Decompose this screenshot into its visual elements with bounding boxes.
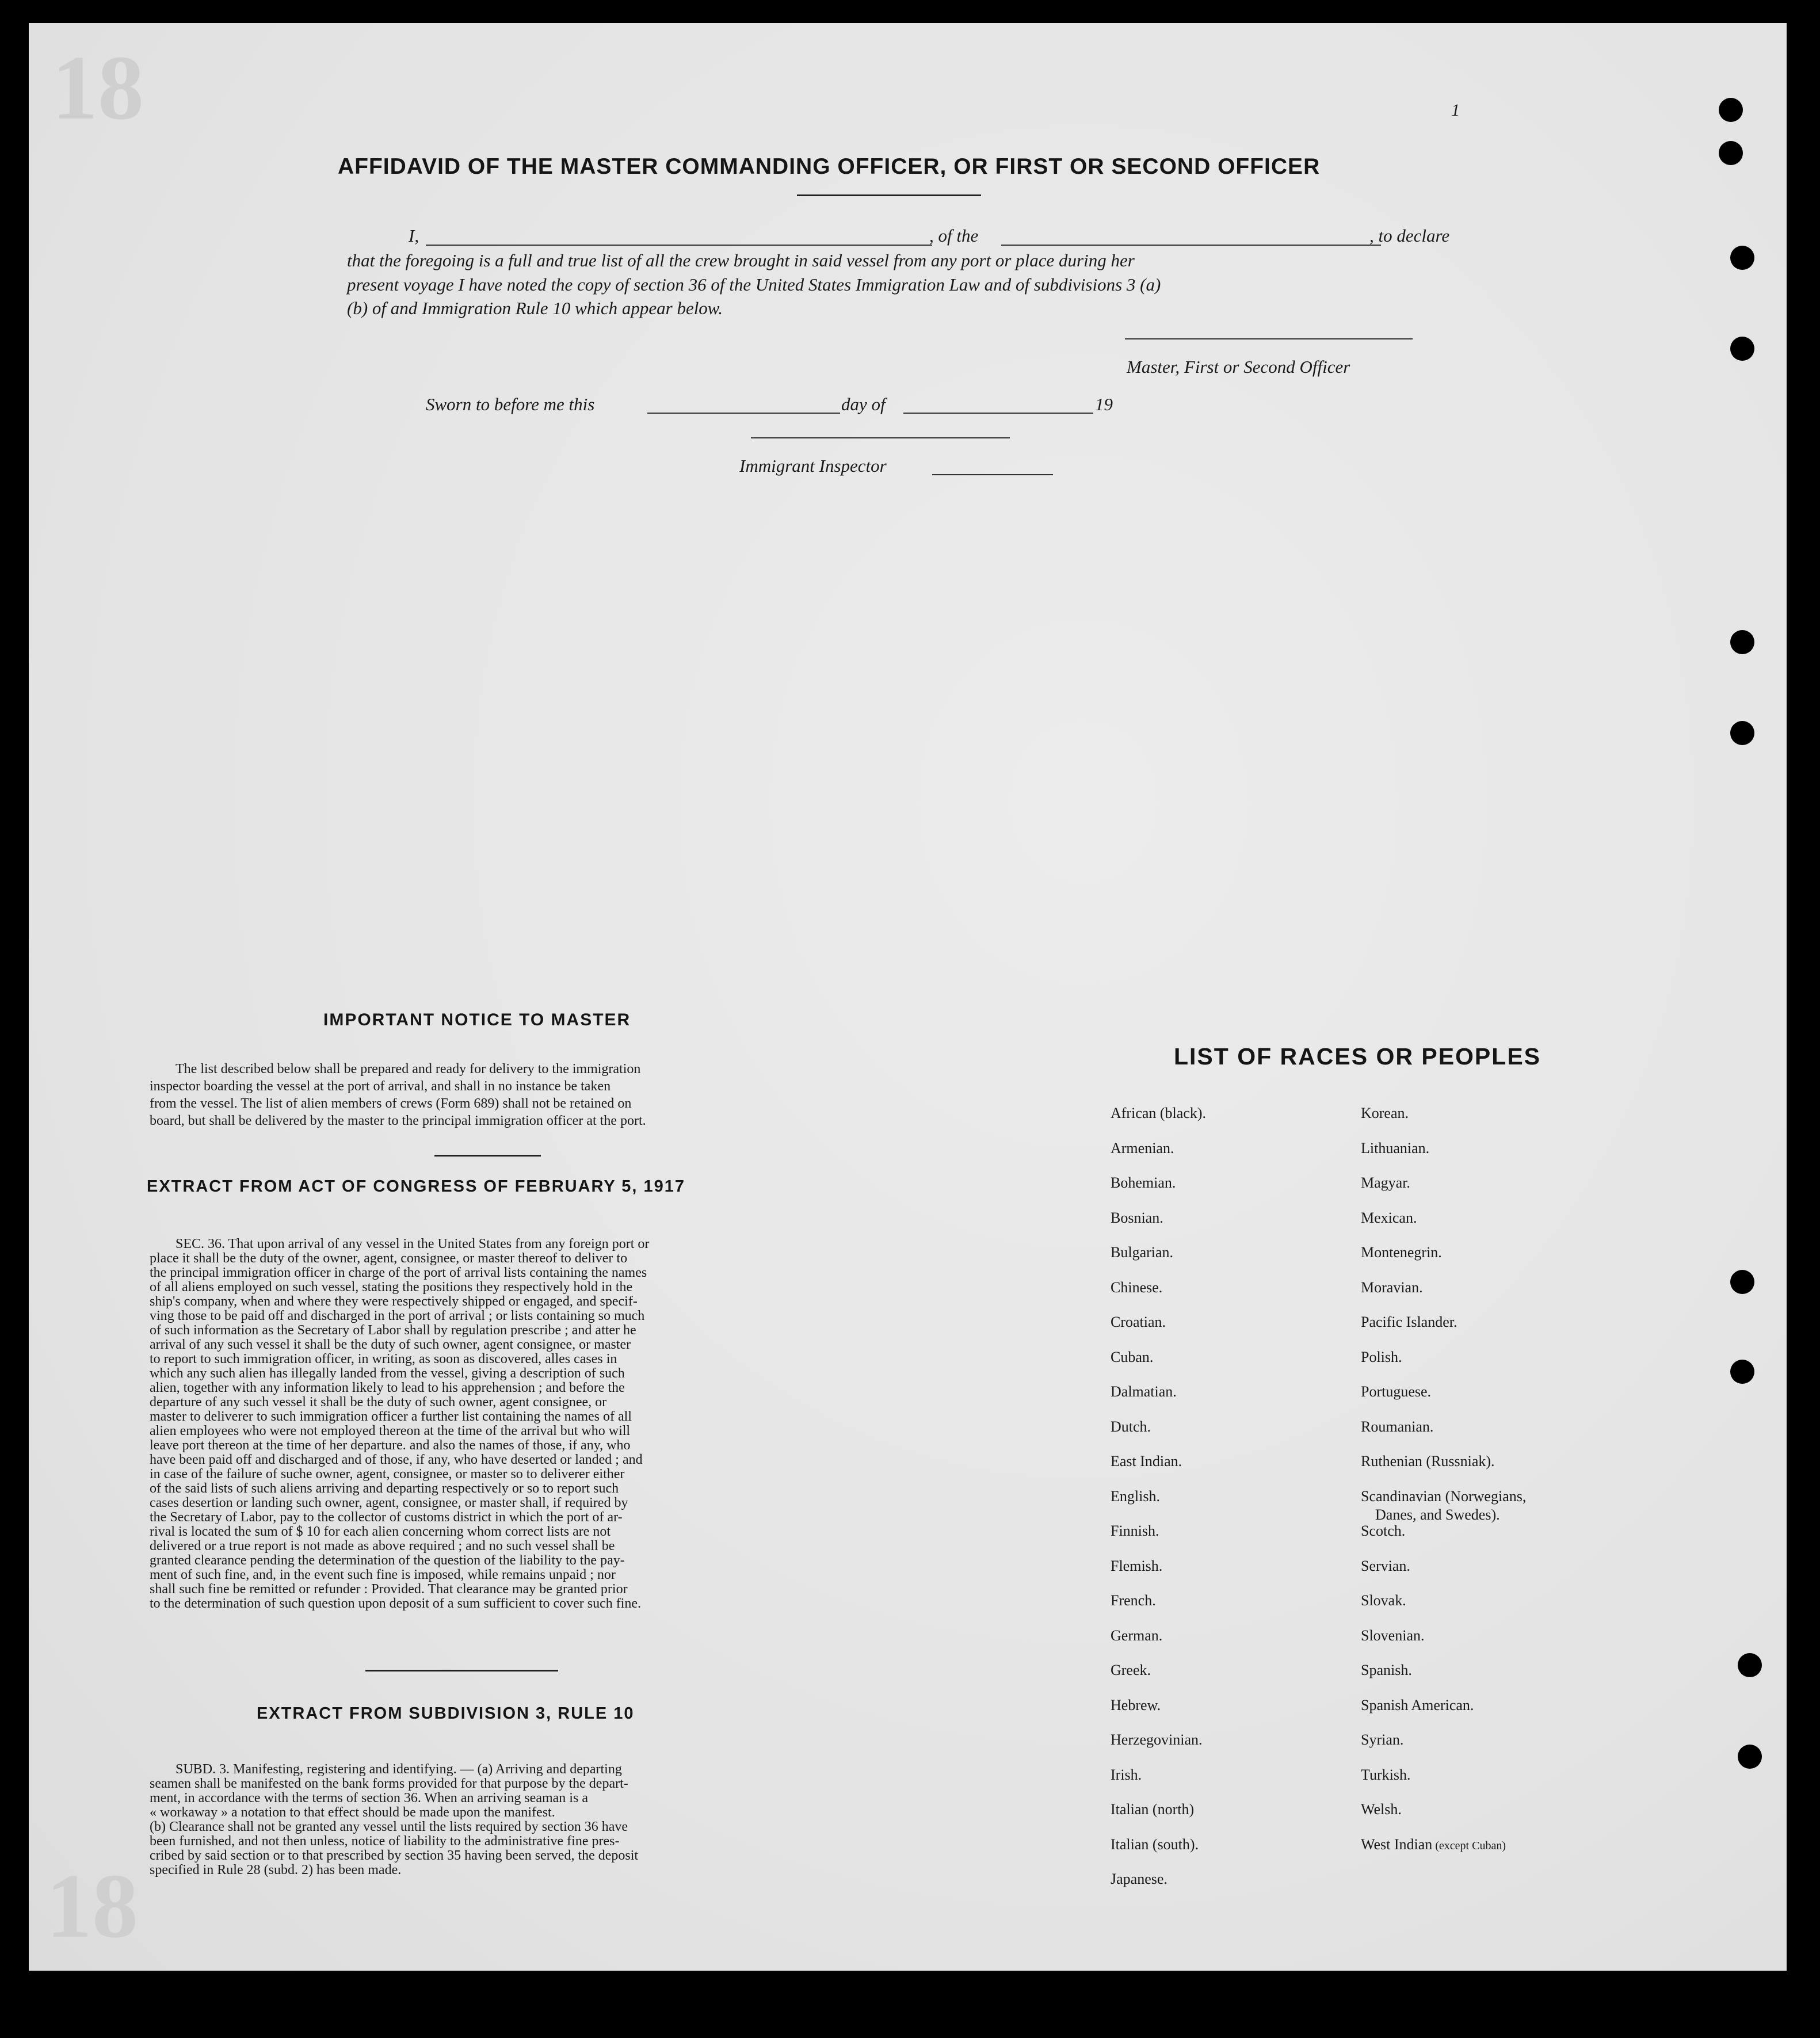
rule-line: cribed by said section or to that prescribed by section 35 having been served, the deposit: [150, 1848, 639, 1863]
act-line: have been paid off and discharged and of those, if any, who have deserted or landed ; and: [150, 1452, 643, 1467]
race-item: Bosnian.: [1111, 1209, 1163, 1226]
rule-line: (b) Clearance shall not be granted any vessel until the lists required by section 36 have: [150, 1819, 628, 1834]
act-line: master to deliverer to such immigration officer a further list containing the names of all: [150, 1409, 632, 1424]
race-item: Dutch.: [1111, 1418, 1151, 1435]
vessel-blank: [1001, 245, 1381, 246]
bleed-through-mark: 18: [46, 1854, 138, 1957]
notice-text: [150, 1062, 826, 1131]
inspector-caption: Immigrant Inspector: [739, 456, 887, 476]
race-item: Dalmatian.: [1111, 1383, 1177, 1400]
act-line: shall such fine be remitted or refunder : Provided. That clearance may be granted prior: [150, 1582, 628, 1597]
race-label: Welsh.: [1361, 1801, 1402, 1818]
race-item: [1361, 1418, 1433, 1436]
inspector-blank: [932, 474, 1053, 475]
race-item: East Indian.: [1111, 1453, 1182, 1470]
act-line: of such information as the Secretary of Labor shall by regulation prescribe ; and atter he: [150, 1323, 636, 1338]
race-item: [1361, 1209, 1417, 1227]
act-line: ship's company, when and where they were respectively shipped or engaged, and specif-: [150, 1294, 638, 1309]
sworn-text: Sworn to before me this: [426, 394, 595, 414]
race-label: Ruthenian (Russniak).: [1361, 1453, 1495, 1470]
act-line: alien, together with any information likely to lead to his apprehension ; and before the: [150, 1380, 625, 1395]
signature-caption: Master, First or Second Officer: [1127, 357, 1350, 377]
sworn-day-blank: [647, 413, 840, 414]
act-line: granted clearance pending the determination of the question of the liability to the pay-: [150, 1553, 625, 1568]
act-line: the principal immigration officer in charge of the port of arrival lists containing the names: [150, 1265, 647, 1280]
affidavit-line-3: present voyage I have noted the copy of section 36 of the United States Immigration Law and of subdivisions 3 (a): [347, 274, 1161, 295]
race-label: West Indian: [1361, 1836, 1433, 1853]
race-label: Turkish.: [1361, 1766, 1411, 1783]
act-line: in case of the failure of suche owner, agent, consignee, or master so to deliverer either: [150, 1467, 625, 1482]
affidavit-line-1c: , to declare: [1369, 226, 1450, 246]
page-mark: 1: [1451, 101, 1460, 120]
race-label: Scotch.: [1361, 1522, 1406, 1539]
race-item: [1361, 1766, 1410, 1784]
race-item: [1375, 1506, 1500, 1524]
race-label: Korean.: [1361, 1105, 1409, 1121]
race-label: Spanish American.: [1361, 1697, 1474, 1713]
race-item: [1361, 1627, 1425, 1644]
race-label: Portuguese.: [1361, 1383, 1432, 1400]
act-line: leave port thereon at the time of her departure. and also the names of those, if any, who: [150, 1438, 631, 1453]
affidavit-line-4: (b) of and Immigration Rule 10 which appear below.: [347, 298, 723, 318]
race-label: Servian.: [1361, 1558, 1410, 1574]
notice-line: board, but shall be delivered by the master to the principal immigration officer at the port.: [150, 1113, 646, 1128]
race-item: [1361, 1140, 1429, 1157]
notice-line: from the vessel. The list of alien members of crews (Form 689) shall not be retained on: [150, 1096, 632, 1111]
binder-hole: [1719, 141, 1743, 165]
signature-line: [1125, 338, 1413, 339]
race-item: [1361, 1592, 1406, 1609]
race-label: Scandinavian (Norwegians,: [1361, 1488, 1527, 1505]
race-item: [1361, 1522, 1405, 1540]
affidavit-line-1b: , of the: [929, 226, 979, 246]
rule-line: SUBD. 3. Manifesting, registering and identifying. — (a) Arriving and departing: [175, 1762, 622, 1777]
act-line: delivered or a true report is not made as above required ; and no such vessel shall be: [150, 1539, 615, 1554]
title-underline: [797, 194, 981, 196]
binder-hole: [1730, 721, 1754, 745]
race-label: Pacific Islander.: [1361, 1314, 1457, 1330]
act-line: arrival of any such vessel it shall be the duty of such owner, agent consignee, or master: [150, 1337, 631, 1352]
binder-hole: [1730, 630, 1754, 654]
binder-hole: [1738, 1653, 1762, 1677]
binder-hole: [1738, 1745, 1762, 1769]
act-line: place it shall be the duty of the owner, agent, consignee, or master thereof to deliver to: [150, 1251, 628, 1266]
rule-line: « workaway » a notation to that effect should be made upon the manifest.: [150, 1805, 555, 1820]
bleed-through-mark: 18: [52, 36, 144, 139]
race-item: Cuban.: [1111, 1349, 1154, 1365]
race-item: Italian (south).: [1111, 1836, 1199, 1853]
race-item: [1361, 1244, 1442, 1261]
notice-lines: [150, 1062, 826, 1131]
affidavit-title: AFFIDAVID OF THE MASTER COMMANDING OFFICER, OR FIRST OR SECOND OFFICER: [338, 154, 1321, 179]
affidavit-line-2: that the foregoing is a full and true list of all the crew brought in said vessel from any port or place during her: [347, 250, 1135, 270]
race-item: German.: [1111, 1627, 1163, 1644]
act-line: ving those to be paid off and discharged in the port of arrival ; or lists containing so much: [150, 1308, 645, 1323]
race-label: Danes, and Swedes).: [1375, 1506, 1500, 1523]
race-item: Greek.: [1111, 1662, 1151, 1678]
race-label: Roumanian.: [1361, 1418, 1434, 1435]
race-item: [1361, 1105, 1409, 1122]
race-item: Hebrew.: [1111, 1697, 1161, 1713]
act-line: cases desertion or landing such owner, agent, consignee, or master shall, if required by: [150, 1495, 628, 1510]
act-line: which any such alien has illegally landed from the vessel, giving a description of such: [150, 1366, 625, 1381]
race-label: Mexican.: [1361, 1209, 1417, 1226]
binder-hole: [1730, 1270, 1754, 1294]
name-blank: [426, 245, 932, 246]
rule-text: [150, 1762, 638, 1877]
act-line: to the determination of such question upon deposit of a sum sufficient to cover such fine.: [150, 1596, 642, 1611]
race-item: [1361, 1453, 1495, 1470]
rule-title: EXTRACT FROM SUBDIVISION 3, RULE 10: [257, 1704, 635, 1723]
act-line: the Secretary of Labor, pay to the collector of customs district in which the port of ar-: [150, 1510, 623, 1525]
rule-line: specified in Rule 28 (subd. 2) has been made.: [150, 1863, 402, 1877]
race-label: Lithuanian.: [1361, 1140, 1430, 1157]
race-item: Finnish.: [1111, 1522, 1159, 1539]
race-item: [1361, 1731, 1403, 1749]
act-lines: [150, 1237, 649, 1611]
race-label: Moravian.: [1361, 1279, 1423, 1296]
act-line: to report to such immigration officer, in writing, as soon as discovered, alles cases in: [150, 1352, 617, 1367]
race-item: [1361, 1174, 1410, 1192]
notice-title: IMPORTANT NOTICE TO MASTER: [323, 1010, 631, 1029]
race-item: [1361, 1383, 1431, 1400]
race-item: [1361, 1801, 1402, 1818]
binder-hole: [1730, 1360, 1754, 1384]
document-page: [29, 23, 1787, 1971]
race-item: [1361, 1349, 1402, 1366]
race-label: Spanish.: [1361, 1662, 1412, 1678]
sworn-day-of: day of: [841, 394, 886, 414]
race-item: [1361, 1279, 1423, 1296]
rule-line: seamen shall be manifested on the bank forms provided for that purpose by the depart-: [150, 1776, 628, 1791]
race-item: Croatian.: [1111, 1314, 1166, 1330]
section-divider: [434, 1155, 541, 1157]
race-item: Irish.: [1111, 1766, 1142, 1783]
sworn-month-blank: [903, 413, 1093, 414]
race-item: Chinese.: [1111, 1279, 1163, 1296]
race-item: Italian (north): [1111, 1801, 1195, 1818]
rule-line: been furnished, and not then unless, notice of liability to the administrative fine pres-: [150, 1834, 620, 1849]
race-label: Polish.: [1361, 1349, 1402, 1365]
race-item: Herzegovinian.: [1111, 1731, 1203, 1748]
binder-hole: [1719, 98, 1743, 122]
binder-hole: [1730, 246, 1754, 270]
sworn-year: 19: [1095, 394, 1113, 414]
act-line: rival is located the sum of $ 10 for each alien concerning whom correct lists are not: [150, 1524, 611, 1539]
rule-line: ment, in accordance with the terms of section 36. When an arriving seaman is a: [150, 1791, 588, 1806]
act-title: EXTRACT FROM ACT OF CONGRESS OF FEBRUARY 5, 1917: [147, 1177, 686, 1196]
rule-lines: [150, 1762, 638, 1877]
inspector-signature-line: [751, 437, 1010, 438]
act-line: of all aliens employed on such vessel, stating the positions they respectively hold in the: [150, 1280, 633, 1295]
race-item: [1361, 1836, 1506, 1853]
race-label: Magyar.: [1361, 1174, 1410, 1191]
race-item: [1361, 1558, 1410, 1575]
act-text: [150, 1237, 649, 1611]
race-item: English.: [1111, 1488, 1160, 1505]
act-line: SEC. 36. That upon arrival of any vessel in the United States from any foreign port or: [175, 1236, 650, 1251]
race-item: African (black).: [1111, 1105, 1207, 1121]
race-label: Montenegrin.: [1361, 1244, 1442, 1261]
race-item: French.: [1111, 1592, 1156, 1609]
race-item: Bohemian.: [1111, 1174, 1176, 1191]
race-label: Slovak.: [1361, 1592, 1406, 1609]
act-line: of the said lists of such aliens arriving and departing respectively or so to report such: [150, 1481, 619, 1496]
races-title: LIST OF RACES OR PEOPLES: [1174, 1043, 1542, 1070]
act-line: ment of such fine, and, in the event such fine is imposed, while remains unpaid ; nor: [150, 1567, 616, 1582]
notice-line: The list described below shall be prepared and ready for delivery to the immigration: [175, 1062, 641, 1077]
race-item: Flemish.: [1111, 1558, 1163, 1574]
race-item: [1361, 1662, 1412, 1679]
race-item: Armenian.: [1111, 1140, 1174, 1157]
section-divider: [365, 1670, 558, 1671]
race-item: Bulgarian.: [1111, 1244, 1174, 1261]
affidavit-line-1a: I,: [409, 226, 419, 246]
act-line: departure of any such vessel it shall be the duty of such owner, agent consignee, or: [150, 1395, 607, 1410]
race-label: Syrian.: [1361, 1731, 1404, 1748]
notice-line: inspector boarding the vessel at the port of arrival, and shall in no instance be taken: [150, 1079, 611, 1094]
race-item: [1361, 1697, 1474, 1714]
race-note: (except Cuban): [1432, 1839, 1506, 1852]
race-item: Japanese.: [1111, 1871, 1167, 1887]
race-item: [1361, 1314, 1457, 1331]
race-label: Slovenian.: [1361, 1627, 1425, 1644]
binder-hole: [1730, 337, 1754, 361]
act-line: alien employees who were not employed thereon at the time of the arrival but who will: [150, 1423, 631, 1438]
race-item: [1361, 1488, 1526, 1505]
